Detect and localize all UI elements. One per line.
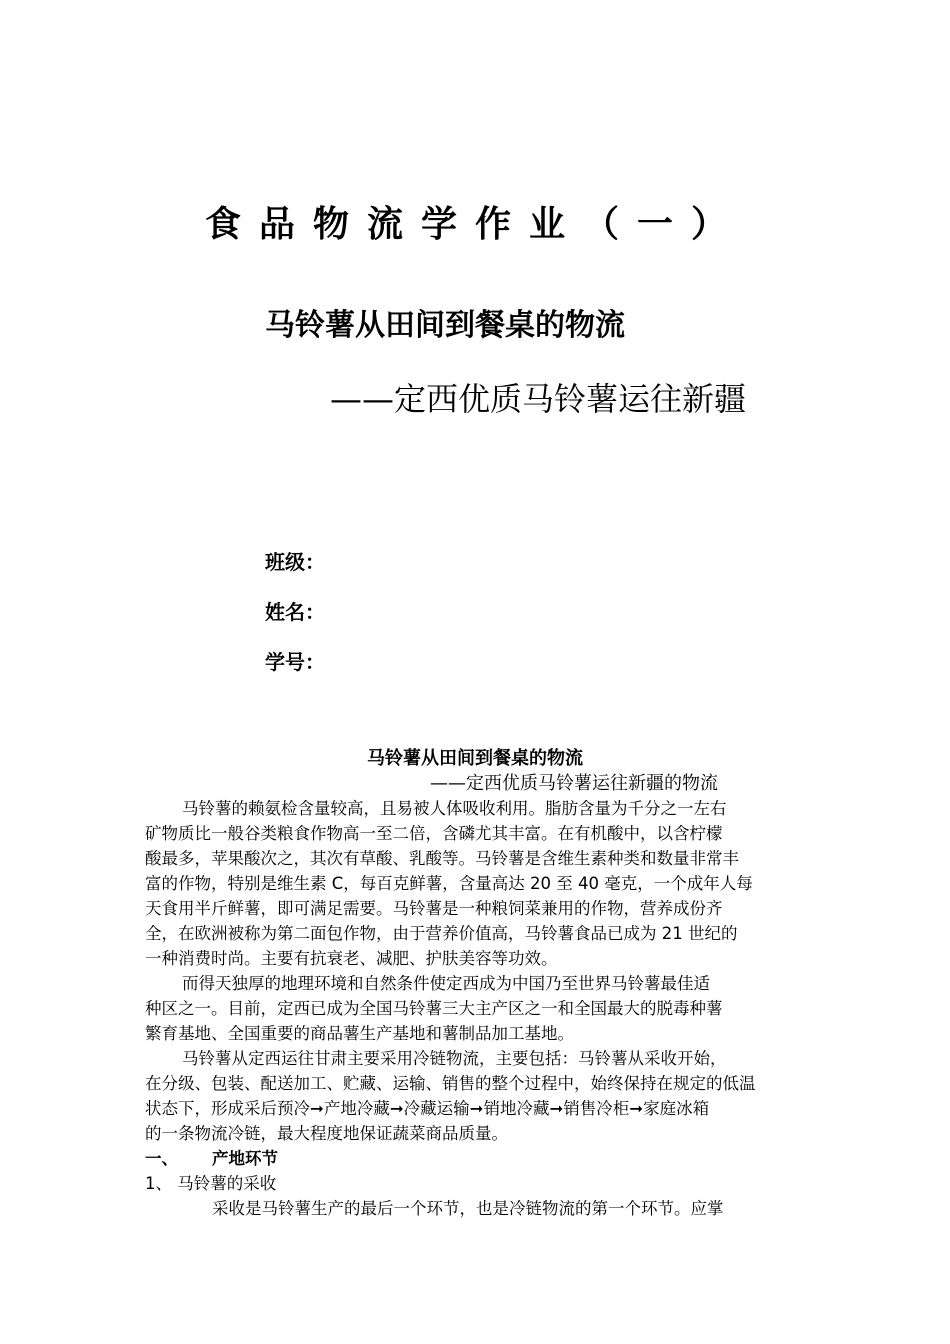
paragraph-line: 矿物质比一般谷类粮食作物高一至二倍，含磷尤其丰富。在有机酸中，以含柠檬 [145, 824, 723, 843]
paragraph-line: 全，在欧洲被称为第二面包作物，由于营养价值高，马铃薯食品已成为 21 世纪的 [145, 924, 738, 943]
paragraph-line: 繁育基地、全国重要的商品薯生产基地和薯制品加工基地。 [145, 1024, 574, 1043]
class-field-label: 班级： [265, 550, 325, 574]
name-field-label: 姓名： [265, 600, 325, 624]
paragraph-line: 采收是马铃薯生产的最后一个环节，也是冷链物流的第一个环节。应掌 [212, 1199, 724, 1218]
student-id-field-label: 学号： [265, 650, 325, 674]
paragraph-line: 马铃薯的赖氨检含量较高，且易被人体吸收利用。脂肪含量为千分之一左右 [182, 799, 727, 818]
section-heading-number: 一、 [145, 1149, 178, 1168]
cover-subtitle: 马铃薯从田间到餐桌的物流 [265, 308, 625, 343]
paragraph-line: 富的作物，特别是维生素 C，每百克鲜薯，含量高达 20 至 40 毫克，一个成年人每 [145, 874, 753, 893]
paragraph-line: 天食用半斤鲜薯，即可满足需要。马铃薯是一种粮饲菜兼用的作物，营养成份齐 [145, 899, 723, 918]
paragraph-line: 的一条物流冷链，最大程度地保证蔬菜商品质量。 [145, 1124, 508, 1143]
paragraph-line: 在分级、包装、配送加工、贮藏、运输、销售的整个过程中，始终保持在规定的低温 [145, 1074, 756, 1093]
paragraph-line: 种区之一。目前，定西已成为全国马铃薯三大主产区之一和全国最大的脱毒种薯 [145, 999, 723, 1018]
paragraph-line: 状态下，形成采后预冷➞产地冷藏➞冷藏运输➞销地冷藏➞销售冷柜➞家庭冰箱 [145, 1099, 710, 1118]
paragraph-line: 马铃薯从定西运往甘肃主要采用冷链物流，主要包括：马铃薯从采收开始， [182, 1049, 727, 1068]
article-subtitle: ——定西优质马铃薯运往新疆的物流 [430, 773, 718, 794]
article-title: 马铃薯从田间到餐桌的物流 [367, 748, 583, 769]
cover-title: 食品物流学作业（一） [204, 204, 745, 245]
section-heading: 产地环节 [212, 1149, 278, 1168]
subsection-heading: 1、 马铃薯的采收 [145, 1174, 277, 1193]
paragraph-line: 一种消费时尚。主要有抗衰老、减肥、护肤美容等功效。 [145, 949, 558, 968]
cover-subtitle-secondary: ——定西优质马铃薯运往新疆 [330, 380, 747, 418]
paragraph-line: 而得天独厚的地理环境和自然条件使定西成为中国乃至世界马铃薯最佳适 [182, 974, 710, 993]
paragraph-line: 酸最多，苹果酸次之，其次有草酸、乳酸等。马铃薯是含维生素种类和数量非常丰 [145, 849, 739, 868]
